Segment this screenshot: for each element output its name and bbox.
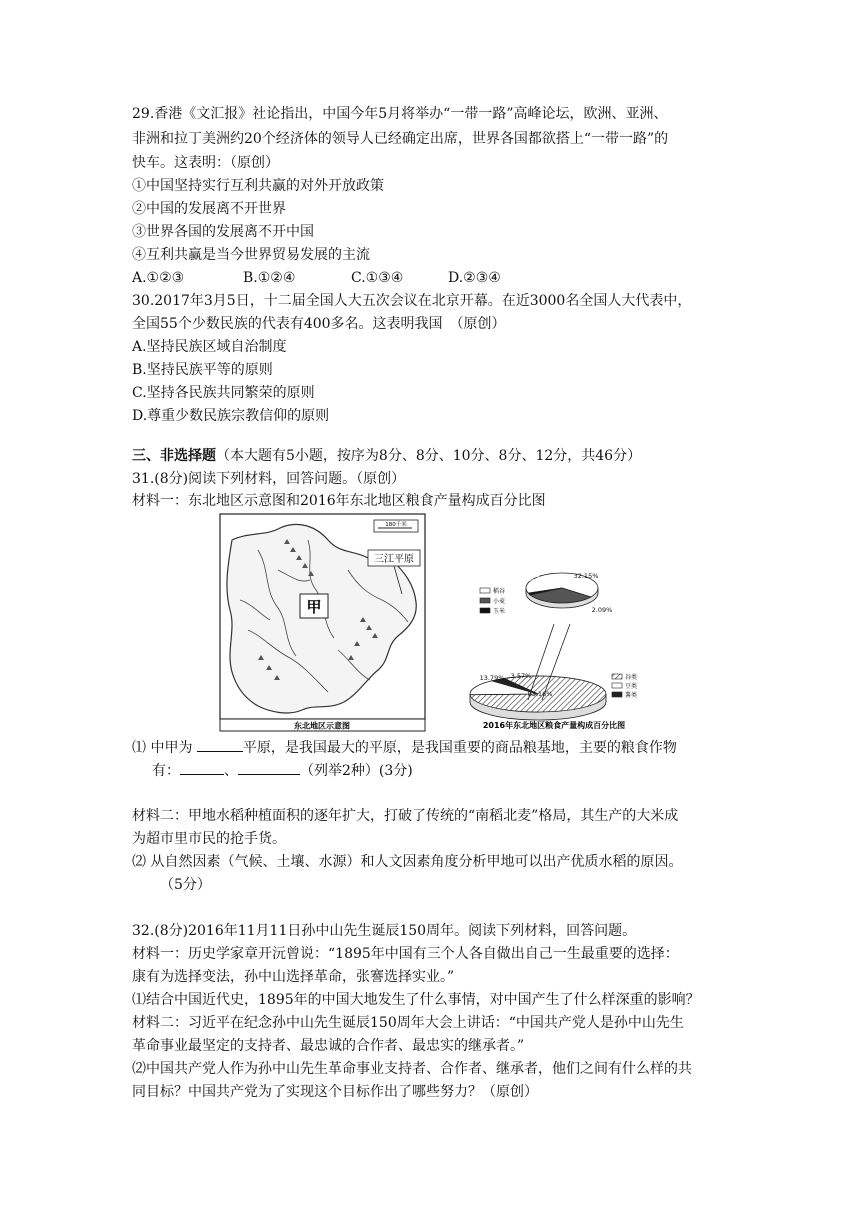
q29-choice-a: A.①②③ xyxy=(132,270,185,286)
legend-bottom-swatch-3 xyxy=(612,692,622,697)
q31-sub1-line-1 xyxy=(132,737,677,758)
q31-sub1-c: 有： xyxy=(152,763,180,779)
q32-sub1: ⑴结合中国近代史，1895年的中国大地发生了什么事情，对中国产生了什么样深重的影响？ xyxy=(132,992,700,1008)
bottom-label-1: 13.79% xyxy=(479,674,505,682)
q31-sub1-line-2 xyxy=(152,760,413,781)
q32-material-2-line-2: 革命事业最坚定的支持者、最忠诚的合作者、最忠实的继承者。” xyxy=(132,1038,525,1054)
legend-bottom-item-2: 豆类 xyxy=(625,683,638,690)
scale-label: 180千米 xyxy=(385,522,407,528)
legend-top-item-1: 稻谷 xyxy=(493,588,506,595)
q29-line-1: 29.香港《文汇报》社论指出，中国今年5月将举办“一带一路”高峰论坛，欧洲、亚洲、 xyxy=(132,106,668,122)
pie-caption: 2016年东北地区粮食产量构成百分比图 xyxy=(482,721,626,730)
q31-sub1-sep: 、 xyxy=(224,763,238,779)
answer-blank-crop-1[interactable] xyxy=(180,760,224,775)
label-jia: 甲 xyxy=(306,598,322,616)
q32-line-1: 32.(8分)2016年11月11日孙中山先生诞辰150周年。阅读下列材料，回答问题。 xyxy=(132,923,637,939)
answer-blank-plain[interactable] xyxy=(197,737,243,752)
legend-top-swatch-1 xyxy=(480,588,490,593)
q29-option-2: ②中国的发展离不开世界 xyxy=(132,201,286,217)
q32-material-1-line-2: 康有为选择变法，孙中山选择革命，张謇选择实业。” xyxy=(132,969,455,985)
bottom-label-2: 3.57% xyxy=(510,672,532,680)
q32-material-2-line-1: 材料二：习近平在纪念孙中山先生诞辰150周年大会上讲话：“中国共产党人是孙中山先生 xyxy=(132,1015,684,1031)
top-label-3: 2.09% xyxy=(591,606,613,614)
q32-sub2-line-2: 同目标？中国共产党为了实现这个目标作出了哪些努力？（原创） xyxy=(132,1084,538,1100)
q29-choice-b: B.①②④ xyxy=(243,270,296,286)
q31-material-1: 材料一：东北地区示意图和2016年东北地区粮食产量构成百分比图 xyxy=(132,493,546,509)
legend-top-item-3: 玉米 xyxy=(493,608,506,615)
legend-bottom-swatch-2 xyxy=(612,683,622,688)
pie-legend-top xyxy=(480,587,505,615)
q30-choice-a: A.坚持民族区域自治制度 xyxy=(132,339,287,355)
top-label-2: 32.15% xyxy=(573,572,599,580)
q30-choice-b: B.坚持民族平等的原则 xyxy=(132,362,273,378)
q31-sub2-line-2: （5分） xyxy=(160,877,211,893)
q29-choice-c: C.①③④ xyxy=(351,270,404,286)
legend-top-item-2: 小麦 xyxy=(493,598,506,605)
legend-top-swatch-2 xyxy=(480,598,490,603)
legend-bottom-item-3: 薯类 xyxy=(625,692,638,699)
q32-sub2-line-1: ⑵中国共产党人作为孙中山先生革命事业支持者、合作者、继承者，他们之间有什么样的共 xyxy=(132,1061,692,1077)
q29-option-3: ③世界各国的发展离不开中国 xyxy=(132,224,314,240)
q29-choice-d: D.②③④ xyxy=(448,270,501,286)
legend-bottom-swatch-1 xyxy=(612,674,622,679)
q31-material-2-line-1: 材料二：甲地水稻种植面积的逐年扩大，打破了传统的“南稻北麦”格局，其生产的大米成 xyxy=(132,808,679,824)
section-3-heading: 三、非选择题 xyxy=(132,448,216,464)
pie-chart-bottom xyxy=(470,672,606,720)
q30-choice-d: D.尊重少数民族宗教信仰的原则 xyxy=(132,408,330,424)
top-label-1: 65.76% xyxy=(525,575,551,583)
q31-sub1-d: （列举2种）(3分) xyxy=(300,763,413,779)
legend-top-swatch-3 xyxy=(480,608,490,613)
pie-legend-bottom xyxy=(612,673,637,699)
answer-blank-crop-2[interactable] xyxy=(238,760,300,775)
q30-line-2: 全国55个少数民族的代表有400多名。这表明我国 （原创） xyxy=(132,316,506,332)
pie-chart-top xyxy=(526,572,613,614)
section-3-desc: （本大题有5小题，按序为8分、8分、10分、8分、12分，共46分） xyxy=(216,448,642,464)
q31-figure xyxy=(218,510,658,732)
section-3-heading-line xyxy=(132,446,641,466)
q29-line-3: 快车。这表明：（原创） xyxy=(132,155,279,171)
q30-line-1: 30.2017年3月5日，十二届全国人大五次会议在北京开幕。在近3000名全国人大代表中， xyxy=(132,293,692,309)
label-sanjiang: 三江平原 xyxy=(374,554,414,565)
q31-intro: 31.(8分)阅读下列材料，回答问题。（原创） xyxy=(132,471,406,487)
q31-figure-svg xyxy=(218,510,658,732)
q30-choice-c: C.坚持各民族共同繁荣的原则 xyxy=(132,385,315,401)
bottom-label-3: 83.16% xyxy=(527,690,553,698)
map-caption: 东北地区示意图 xyxy=(294,721,350,731)
q29-line-2: 非洲和拉丁美洲约20个经济体的领导人已经确定出席，世界各国都欲搭上“一带一路”的 xyxy=(132,131,669,147)
legend-bottom-item-1: 谷类 xyxy=(625,674,638,681)
q29-option-1: ①中国坚持实行互利共赢的对外开放政策 xyxy=(132,178,384,194)
q31-material-2-line-2: 为超市里市民的抢手货。 xyxy=(132,831,286,847)
q31-sub2-line-1: ⑵ 从自然因素（气候、土壤、水源）和人文因素角度分析甲地可以出产优质水稻的原因。 xyxy=(132,854,683,870)
q31-sub1-b: 平原，是我国最大的平原，是我国重要的商品粮基地，主要的粮食作物 xyxy=(242,740,677,756)
q29-option-4: ④互利共赢是当今世界贸易发展的主流 xyxy=(132,247,370,263)
q32-material-1-line-1: 材料一：历史学家章开沅曾说：“1895年中国有三个人各自做出自己一生最重要的选择： xyxy=(132,946,679,962)
q31-sub1-a: ⑴ 中甲为 xyxy=(132,740,193,756)
